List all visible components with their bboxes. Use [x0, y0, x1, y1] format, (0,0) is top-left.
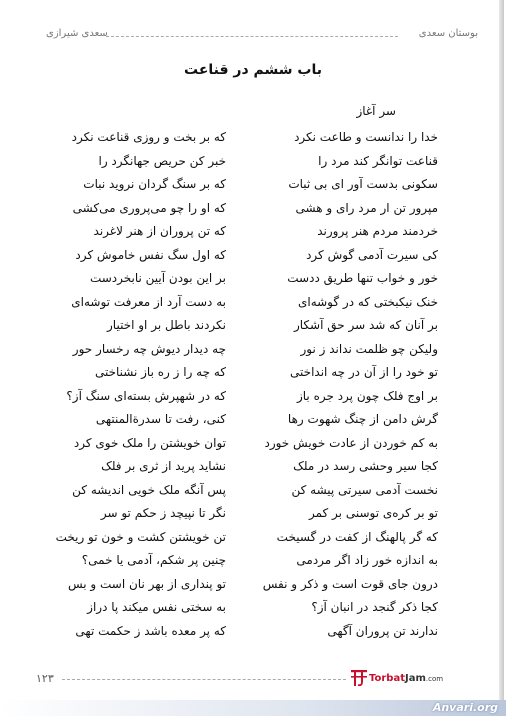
- first-hemistich: به کم خوردن از عادت خویش خورد: [264, 435, 438, 450]
- second-hemistich: که او را چو می‌پروری می‌کشی: [72, 200, 226, 215]
- first-hemistich: کجا ذکر گنجد در انبان آز؟: [311, 600, 438, 614]
- first-hemistich: گرش دامن از چنگ شهوت رها: [287, 412, 438, 426]
- couplet-row: [0, 436, 506, 458]
- first-hemistich: کجا سیر وحشی رسد در ملک: [293, 459, 438, 473]
- first-hemistich: کی سیرت آدمی گوش کرد: [306, 247, 438, 262]
- couplet-row: [0, 624, 506, 646]
- second-hemistich: نکردند باطل بر او اختیار: [107, 318, 226, 332]
- second-hemistich: توان خویشتن را ملک خوی کرد: [73, 435, 226, 450]
- second-hemistich: تن خویشتن کشت و خون تو ریخت: [55, 529, 226, 544]
- second-hemistich: که تن پروران از هنر لاغرند: [93, 224, 226, 238]
- second-hemistich: کنی، رفت تا سدرةالمنتهی: [95, 412, 226, 426]
- first-hemistich: خنک نیکبختی که در گوشه‌ای: [297, 294, 438, 309]
- second-hemistich: چه دیدار دیوش چه رخسار حور: [72, 341, 226, 356]
- couplet-row: [0, 154, 506, 176]
- torbatjam-logo: [350, 668, 444, 690]
- second-hemistich: چنین پر شکم، آدمی یا خمی؟: [81, 553, 226, 567]
- second-hemistich: که چه را ز ره باز نشناختی: [94, 365, 226, 379]
- couplet-row: [0, 130, 506, 152]
- couplet-row: [0, 248, 506, 270]
- second-hemistich: که در شهپرش بسته‌ای سنگ آز؟: [66, 388, 226, 403]
- first-hemistich: خور و خواب تنها طریق ددست: [287, 271, 438, 285]
- second-hemistich: به سختی نفس میکند پا دراز: [87, 600, 226, 614]
- couplet-row: [0, 201, 506, 223]
- first-hemistich: درون جای قوت است و ذکر و نفس: [262, 576, 438, 591]
- second-hemistich: خبر کن حریص جهانگرد را: [98, 153, 226, 168]
- page-number: ۱۲۳: [36, 672, 54, 685]
- couplet-row: [0, 318, 506, 340]
- first-hemistich: بر آنان که شد سر حق آشکار: [293, 318, 438, 332]
- couplet-row: [0, 412, 506, 434]
- first-hemistich: به اندازه خور زاد اگر مردمی: [296, 553, 438, 567]
- torbatjam-logo-icon: [350, 669, 368, 687]
- first-hemistich: خدا را ندانست و طاعت نکرد: [294, 130, 438, 144]
- torbatjam-logo-text: TorbatJam.com: [369, 673, 444, 684]
- couplet-row: [0, 224, 506, 246]
- couplet-row: [0, 600, 506, 622]
- second-hemistich: تو پنداری از بهر نان است و بس: [67, 576, 226, 591]
- header-author: سعدی شیرازی: [46, 28, 108, 39]
- couplet-row: [0, 342, 506, 364]
- header-dashed-rule: [106, 36, 398, 37]
- couplet-row: [0, 365, 506, 387]
- couplet-row: [0, 577, 506, 599]
- first-hemistich: که گر پالهنگ از کفت در گسیخت: [276, 529, 438, 544]
- header-book-title: بوستان سعدی: [418, 28, 478, 39]
- first-hemistich: ندارند تن پروران آگهی: [327, 623, 438, 638]
- running-header: [0, 28, 506, 44]
- first-hemistich: نخست آدمی سیرتی پیشه کن: [291, 482, 438, 497]
- section-intro-heading: سر آغاز: [356, 104, 396, 118]
- second-hemistich: پس آنگه ملک خویی اندیشه کن: [72, 482, 226, 497]
- first-hemistich: خردمند مردم هنر پرورند: [317, 224, 438, 238]
- first-hemistich: تو بر کره‌ی توسنی بر کمر: [308, 506, 438, 520]
- couplet-row: [0, 295, 506, 317]
- anvari-watermark: Anvari.org: [432, 701, 498, 714]
- couplet-row: [0, 483, 506, 505]
- couplet-row: [0, 177, 506, 199]
- first-hemistich: مپرور تن ار مرد رای و هشی: [295, 200, 438, 215]
- couplet-row: [0, 506, 506, 528]
- couplet-row: [0, 530, 506, 552]
- first-hemistich: قناعت توانگر کند مرد را: [318, 153, 438, 168]
- second-hemistich: که بر بخت و روزی قناعت نکرد: [71, 130, 226, 144]
- first-hemistich: سکونی بدست آور ای بی ثبات: [288, 177, 438, 191]
- second-hemistich: که بر سنگ گردان نروید نبات: [83, 177, 226, 191]
- second-hemistich: نگر تا نپیچد ز حکم تو سر: [100, 506, 226, 520]
- second-hemistich: که اول سگ نفس خاموش کرد: [75, 247, 226, 262]
- first-hemistich: بر اوج فلک چون پرد جره باز: [296, 388, 438, 403]
- second-hemistich: به دست آرد از معرفت توشه‌ای: [71, 294, 226, 309]
- couplet-row: [0, 389, 506, 411]
- first-hemistich: تو خود را از آن در چه انداختی: [290, 365, 438, 379]
- couplet-row: [0, 271, 506, 293]
- second-hemistich: که پر معده باشد ز حکمت تهی: [75, 623, 226, 638]
- chapter-title: باب ششم در قناعت: [184, 62, 322, 78]
- footer-dashed-rule: [62, 679, 346, 680]
- second-hemistich: بر این بودن آیین نابخردست: [89, 271, 226, 285]
- couplet-row: [0, 553, 506, 575]
- page-footer: [0, 668, 506, 692]
- watermark-bar: [0, 700, 506, 716]
- second-hemistich: نشاید پرید از ثری بر فلک: [101, 459, 226, 473]
- first-hemistich: ولیکن چو ظلمت نداند ز نور: [300, 341, 438, 356]
- couplet-row: [0, 459, 506, 481]
